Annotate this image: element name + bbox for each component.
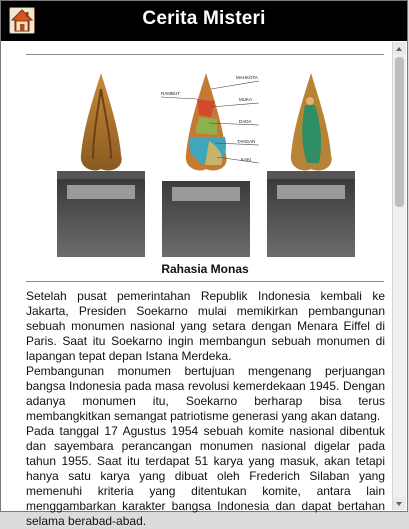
paragraph-1: Setelah pusat pemerintahan Republik Indonesia kembali ke Jakarta, Presiden Soekarno mulai memikirkan pembangunan sebuah monumen nasional yang setara dengan Menara Eiffel di Paris. Saat itu Soekarno ingin membangun sebuah monumen di lapangan tepat depan Istana Merdeka.: [26, 289, 385, 363]
paragraph-3: Pada tanggal 17 Agustus 1954 sebuah komite nasional dibentuk dan sayembara perancangan monumen nasional digelar pada tahun 1955. Saat itu terdapat 51 karya yang masuk, akan tetapi hanya satu karya yang dibuat oleh Frederich Silaban yang memenuhi kriteria yang ditentukan komite, antara lain menggambarkan karakter bangsa Indonesia dan dapat bertahan selama berabad-abad.: [26, 424, 385, 528]
vertical-scrollbar[interactable]: [392, 42, 406, 510]
monas-image: [49, 59, 363, 257]
paragraph-2: Pembangunan monumen bertujuan mengenang perjuangan bangsa Indonesia pada masa revolusi kemerdekaan 1945. Dengan adanya monumen itu, Soekarno berharap bisa terus membangkitkan semangat patriotisme generasi yang akan datang.: [26, 364, 385, 423]
label-rambut: RAMBUT: [161, 91, 180, 96]
label-muka: MUKA: [239, 97, 253, 102]
label-dada: DADA: [239, 119, 252, 124]
scroll-down-arrow-icon[interactable]: [393, 497, 406, 510]
scroll-up-arrow-icon[interactable]: [393, 42, 406, 55]
label-tangan: TANGAN: [237, 139, 256, 144]
article-content: [1, 41, 391, 528]
top-divider: [26, 54, 384, 55]
label-kaki: KAKI: [241, 157, 252, 162]
scroll-thumb[interactable]: [395, 57, 404, 207]
page-title: Cerita Misteri: [142, 8, 266, 29]
caption-divider: [26, 281, 384, 282]
label-mahkota: MAHKOTA: [236, 75, 258, 80]
image-caption: Rahasia Monas: [161, 262, 249, 276]
image-watermark: IndoCropCircles.wordpress.com: [162, 174, 248, 180]
app-header: [1, 1, 407, 41]
